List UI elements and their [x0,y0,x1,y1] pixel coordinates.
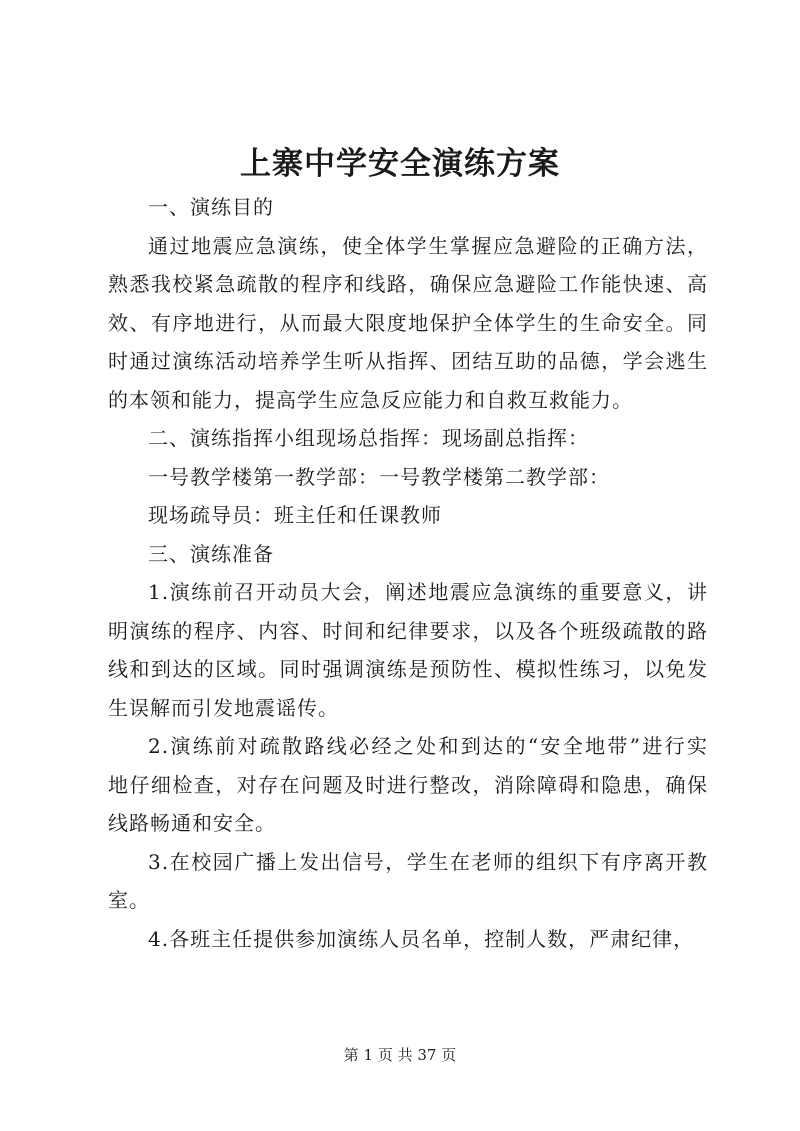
paragraph-line: 的本领和能力，提高学生应急反应能力和自救互救能力。 [108,387,633,412]
paragraph-line: 一、演练目的 [148,195,274,219]
paragraph [108,188,708,227]
paragraph [108,227,708,420]
paragraph-line: 熟悉我校紧急疏散的程序和线路，确保应急避险工作能快速、高 [108,272,708,296]
paragraph-line: 明演练的程序、内容、时间和纪律要求，以及各个班级疏散的路 [108,618,708,643]
paragraph-line: 1.演练前召开动员大会，阐述地震应急演练的重要意义，讲 [148,580,708,604]
paragraph-line: 2.演练前对疏散路线必经之处和到达的“安全地带”进行实 [148,734,708,758]
paragraph [108,843,708,920]
paragraph-line: 生误解而引发地震谣传。 [108,695,339,720]
paragraph-line: 地仔细检查，对存在问题及时进行整改，消除障碍和隐患，确保 [108,772,708,797]
paragraph [108,458,708,497]
paragraph-line: 时通过演练活动培养学生听从指挥、团结互助的品德，学会逃生 [108,349,708,373]
paragraph [108,573,708,727]
page-number-footer: 第 1 页 共 37 页 [343,1046,457,1064]
paragraph [108,496,708,535]
paragraph-line: 三、演练准备 [148,541,274,566]
document-title: 上寨中学安全演练方案 [240,146,560,182]
paragraph-line: 线路畅通和安全。 [108,811,276,835]
paragraph [108,535,708,574]
paragraph-line: 一号教学楼第一教学部：一号教学楼第二教学部： [148,464,610,489]
paragraph-line: 现场疏导员：班主任和任课教师 [148,503,442,527]
paragraph-line: 通过地震应急演练，使全体学生掌握应急避险的正确方法， [148,233,708,258]
paragraph-line: 4.各班主任提供参加演练人员名单，控制人数，严肃纪律， [148,926,695,951]
document-body [108,188,708,958]
paragraph [108,727,708,843]
paragraph [108,419,708,458]
paragraph-line: 室。 [108,888,150,912]
paragraph [108,920,708,959]
paragraph-line: 线和到达的区域。同时强调演练是预防性、模拟性练习，以免发 [108,657,708,681]
paragraph-line: 效、有序地进行，从而最大限度地保护全体学生的生命安全。同 [108,310,708,335]
paragraph-line: 3.在校园广播上发出信号，学生在老师的组织下有序离开教 [148,849,708,874]
paragraph-line: 二、演练指挥小组现场总指挥：现场副总指挥： [148,426,589,450]
